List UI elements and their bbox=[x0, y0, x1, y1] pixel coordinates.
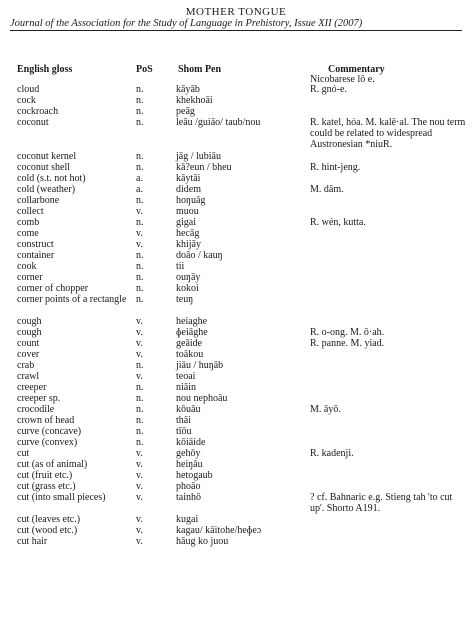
gloss-cell: cut (grass etc.) bbox=[17, 481, 76, 492]
table-row bbox=[0, 338, 472, 349]
table-row bbox=[0, 393, 472, 404]
commentary-cell: R. gnó-e. bbox=[310, 84, 347, 95]
commentary-cell: R. wén, kutta. bbox=[310, 217, 366, 228]
pos-cell: n. bbox=[136, 437, 144, 448]
shompen-cell: ɸeiāghe bbox=[176, 327, 208, 338]
commentary-cell: Nicobarese lô e. bbox=[310, 74, 375, 85]
shompen-cell: kugai bbox=[176, 514, 199, 525]
commentary-cell: R. o-ong. M. ō·ah. bbox=[310, 327, 385, 338]
commentary-cell: R. hint-jeng. bbox=[310, 162, 361, 173]
shompen-cell: kōuāu bbox=[176, 404, 201, 415]
gloss-cell: cough bbox=[17, 316, 42, 327]
table-row bbox=[0, 382, 472, 393]
shompen-cell: phoāo bbox=[176, 481, 201, 492]
gloss-cell: cold (weather) bbox=[17, 184, 76, 195]
shompen-cell: kagau/ kāitohe/heɸeɔ bbox=[176, 525, 262, 536]
pos-cell: v. bbox=[136, 514, 143, 525]
pos-cell: n. bbox=[136, 162, 144, 173]
shompen-cell: tīōu bbox=[176, 426, 192, 437]
shompen-cell: khekhoāi bbox=[176, 95, 213, 106]
table-row bbox=[0, 261, 472, 272]
pos-cell: n. bbox=[136, 151, 144, 162]
journal-line: Journal of the Association for the Study of Language in Prehistory, Issue XII (2007) bbox=[10, 18, 462, 31]
pos-cell: n. bbox=[136, 117, 144, 128]
gloss-cell: crawl bbox=[17, 371, 40, 382]
gloss-cell: collarbone bbox=[17, 195, 60, 206]
pos-cell: n. bbox=[136, 272, 144, 283]
table-row bbox=[0, 415, 472, 426]
table-row bbox=[0, 437, 472, 448]
pos-cell: n. bbox=[136, 415, 144, 426]
pos-cell: n. bbox=[136, 217, 144, 228]
gloss-cell: cloud bbox=[17, 84, 40, 95]
gloss-cell: corner points of a rectangle bbox=[17, 294, 127, 305]
table-row bbox=[0, 492, 472, 514]
gloss-cell: crab bbox=[17, 360, 35, 371]
gloss-cell: creeper sp. bbox=[17, 393, 61, 404]
pos-cell: a. bbox=[136, 184, 143, 195]
pos-cell: n. bbox=[136, 95, 144, 106]
pos-cell: n. bbox=[136, 250, 144, 261]
shompen-cell: nou nephoāu bbox=[176, 393, 228, 404]
gloss-cell: cover bbox=[17, 349, 40, 360]
pos-cell: v. bbox=[136, 492, 143, 503]
commentary-cell: M. dâm. bbox=[310, 184, 344, 195]
pos-cell: v. bbox=[136, 327, 143, 338]
shompen-cell: teoai bbox=[176, 371, 196, 382]
table-row bbox=[0, 173, 472, 184]
pos-cell: v. bbox=[136, 481, 143, 492]
gloss-cell: cold (s.t. not hot) bbox=[17, 173, 86, 184]
gloss-cell: collect bbox=[17, 206, 44, 217]
gloss-cell: construct bbox=[17, 239, 54, 250]
pos-cell: n. bbox=[136, 294, 144, 305]
table-row bbox=[0, 106, 472, 117]
running-head: MOTHER TONGUE bbox=[185, 6, 287, 18]
gloss-cell: cock bbox=[17, 95, 36, 106]
header-pos: PoS bbox=[136, 64, 153, 75]
pos-cell: n. bbox=[136, 106, 144, 117]
shompen-cell: tainhō bbox=[176, 492, 201, 503]
pos-cell: n. bbox=[136, 404, 144, 415]
table-row bbox=[0, 217, 472, 228]
shompen-cell: kokoi bbox=[176, 283, 199, 294]
table-row bbox=[0, 239, 472, 250]
gloss-cell: coconut kernel bbox=[17, 151, 77, 162]
shompen-cell: teuŋ bbox=[176, 294, 194, 305]
gloss-cell: cut bbox=[17, 448, 30, 459]
shompen-cell: hoŋuāg bbox=[176, 195, 206, 206]
shompen-cell: jāg / lubiāu bbox=[176, 151, 221, 162]
header-gloss: English gloss bbox=[17, 64, 73, 75]
gloss-cell: crown of head bbox=[17, 415, 75, 426]
shompen-cell: toākou bbox=[176, 349, 204, 360]
table-row bbox=[0, 272, 472, 283]
table-row bbox=[0, 514, 472, 525]
shompen-cell: kōiāide bbox=[176, 437, 206, 448]
glossary-table bbox=[0, 74, 472, 547]
pos-cell: v. bbox=[136, 206, 143, 217]
table-row bbox=[0, 481, 472, 492]
shompen-cell: tii bbox=[176, 261, 185, 272]
table-row bbox=[0, 426, 472, 437]
shompen-cell: hāug ko juou bbox=[176, 536, 229, 547]
pos-cell: v. bbox=[136, 228, 143, 239]
gloss-cell: cough bbox=[17, 327, 42, 338]
pos-cell: n. bbox=[136, 382, 144, 393]
table-row bbox=[0, 206, 472, 217]
table-row bbox=[0, 536, 472, 547]
pos-cell: n. bbox=[136, 426, 144, 437]
shompen-cell: gigai bbox=[176, 217, 196, 228]
shompen-cell: gehōy bbox=[176, 448, 201, 459]
gloss-cell: container bbox=[17, 250, 55, 261]
table-row bbox=[0, 525, 472, 536]
shompen-cell: heiŋāu bbox=[176, 459, 203, 470]
table-row bbox=[0, 459, 472, 470]
gloss-cell: cut (leaves etc.) bbox=[17, 514, 81, 525]
gloss-cell: cockroach bbox=[17, 106, 59, 117]
gloss-cell: corner of chopper bbox=[17, 283, 89, 294]
gloss-cell: cut hair bbox=[17, 536, 48, 547]
gloss-cell: coconut bbox=[17, 117, 49, 128]
pos-cell: n. bbox=[136, 393, 144, 404]
shompen-cell: kā?eun / bheu bbox=[176, 162, 232, 173]
commentary-cell: ? cf. Bahnaric e.g. Stieng tah 'to cut up'. Shorto A191. bbox=[310, 492, 453, 514]
pos-cell: n. bbox=[136, 360, 144, 371]
gloss-cell: cut (fruit etc.) bbox=[17, 470, 73, 481]
table-row bbox=[0, 84, 472, 95]
shompen-cell: leāu /guiāo/ taub/nou bbox=[176, 117, 261, 128]
header-commentary: Commentary bbox=[328, 64, 385, 75]
pos-cell: n. bbox=[136, 283, 144, 294]
pos-cell: n. bbox=[136, 84, 144, 95]
pos-cell: a. bbox=[136, 173, 143, 184]
shompen-cell: kāyāb bbox=[176, 84, 200, 95]
gloss-cell: cut (as of animal) bbox=[17, 459, 88, 470]
pos-cell: v. bbox=[136, 525, 143, 536]
shompen-cell: niāin bbox=[176, 382, 196, 393]
gloss-cell: come bbox=[17, 228, 39, 239]
shompen-cell: hecāg bbox=[176, 228, 200, 239]
shompen-cell: khijāy bbox=[176, 239, 201, 250]
table-row bbox=[0, 404, 472, 415]
pos-cell: v. bbox=[136, 239, 143, 250]
gloss-cell: curve (concave) bbox=[17, 426, 82, 437]
shompen-cell: thāi bbox=[176, 415, 191, 426]
pos-cell: v. bbox=[136, 459, 143, 470]
table-row bbox=[0, 316, 472, 327]
shompen-cell: kāytāi bbox=[176, 173, 201, 184]
pos-cell: v. bbox=[136, 470, 143, 481]
gloss-cell: coconut shell bbox=[17, 162, 71, 173]
table-row bbox=[0, 74, 472, 84]
table-row bbox=[0, 117, 472, 151]
pos-cell: n. bbox=[136, 261, 144, 272]
header-shompen: Shom Pen bbox=[178, 64, 222, 75]
gloss-cell: cut (into small pieces) bbox=[17, 492, 106, 503]
commentary-cell: R. kadenji. bbox=[310, 448, 354, 459]
commentary-cell: R. panne. M. yiad. bbox=[310, 338, 385, 349]
table-row bbox=[0, 327, 472, 338]
table-row bbox=[0, 470, 472, 481]
shompen-cell: ouŋāy bbox=[176, 272, 201, 283]
pos-cell: v. bbox=[136, 338, 143, 349]
shompen-cell: doāo / kauŋ bbox=[176, 250, 223, 261]
pos-cell: v. bbox=[136, 448, 143, 459]
table-row bbox=[0, 448, 472, 459]
table-row bbox=[0, 228, 472, 239]
table-row bbox=[0, 151, 472, 162]
gloss-cell: count bbox=[17, 338, 40, 349]
pos-cell: v. bbox=[136, 536, 143, 547]
commentary-cell: M. āyō. bbox=[310, 404, 341, 415]
gloss-cell: curve (convex) bbox=[17, 437, 78, 448]
table-row bbox=[0, 162, 472, 173]
table-row bbox=[0, 371, 472, 382]
table-row bbox=[0, 360, 472, 371]
shompen-cell: peāg bbox=[176, 106, 195, 117]
table-row bbox=[0, 195, 472, 206]
table-row bbox=[0, 349, 472, 360]
gloss-cell: creeper bbox=[17, 382, 47, 393]
shompen-cell: geāide bbox=[176, 338, 203, 349]
shompen-cell: didem bbox=[176, 184, 201, 195]
gloss-cell: corner bbox=[17, 272, 43, 283]
shompen-cell: hetogaub bbox=[176, 470, 213, 481]
pos-cell: v. bbox=[136, 349, 143, 360]
gloss-cell: crocodile bbox=[17, 404, 55, 415]
table-row bbox=[0, 95, 472, 106]
shompen-cell: muou bbox=[176, 206, 199, 217]
table-row bbox=[0, 294, 472, 316]
commentary-cell: R. katel, hóa. M. kalē·al. The nou term could be related to widespread Austronesian *niuR. bbox=[310, 117, 466, 150]
pos-cell: v. bbox=[136, 371, 143, 382]
table-row bbox=[0, 283, 472, 294]
gloss-cell: cook bbox=[17, 261, 37, 272]
table-row bbox=[0, 250, 472, 261]
pos-cell: n. bbox=[136, 195, 144, 206]
shompen-cell: heiaghe bbox=[176, 316, 208, 327]
pos-cell: v. bbox=[136, 316, 143, 327]
gloss-cell: comb bbox=[17, 217, 40, 228]
gloss-cell: cut (wood etc.) bbox=[17, 525, 78, 536]
table-row bbox=[0, 184, 472, 195]
shompen-cell: jiāu / huŋāb bbox=[176, 360, 224, 371]
